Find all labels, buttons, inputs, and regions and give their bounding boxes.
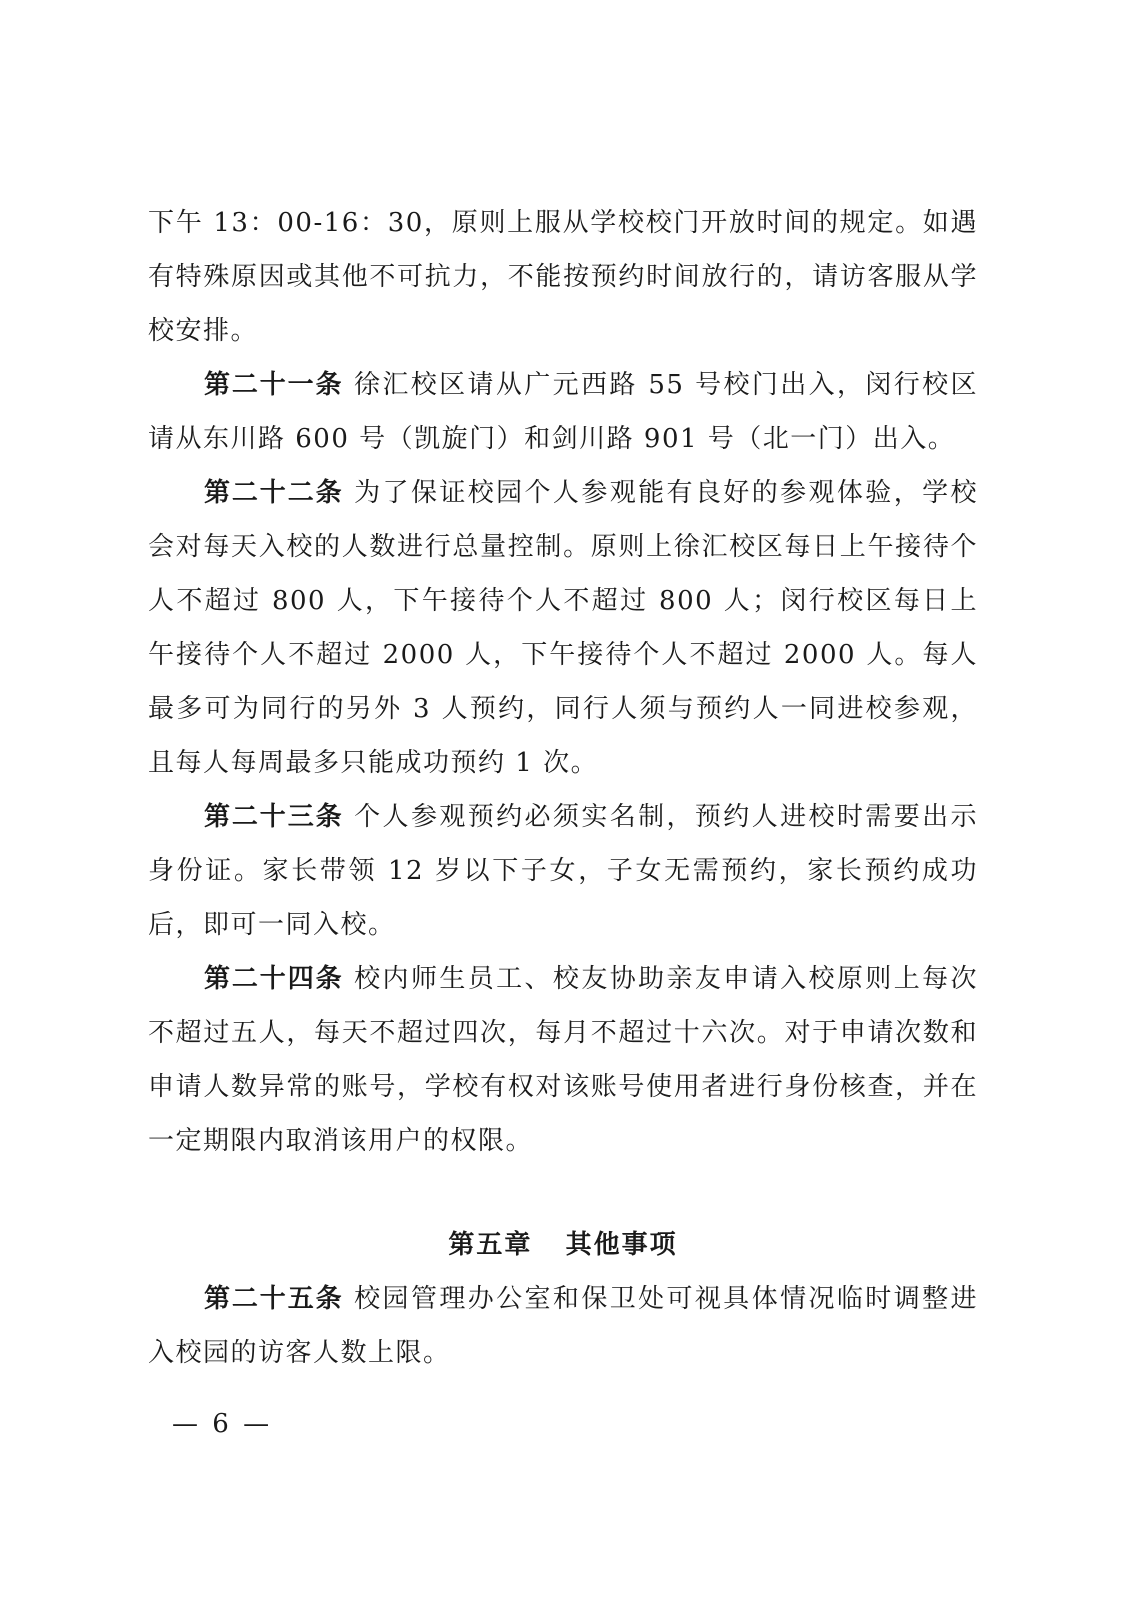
article-22 — [148, 466, 978, 790]
article-text: 个人参观预约必须实名制，预约人进校时需要出示身份证。家长带领 12 岁以下子女，子女无需预约，家长预约成功后，即可一同入校。 — [148, 802, 978, 940]
article-24 — [148, 952, 978, 1168]
article-label: 第二十五条 — [204, 1284, 344, 1314]
article-label: 第二十四条 — [204, 964, 344, 994]
page-content — [148, 196, 978, 1380]
article-text: 校内师生员工、校友协助亲友申请入校原则上每次不超过五人，每天不超过四次，每月不超过十六次。对于申请次数和申请人数异常的账号，学校有权对该账号使用者进行身份核查，并在一定期限内取消该用户的权限。 — [148, 964, 978, 1156]
article-label: 第二十二条 — [204, 478, 344, 508]
article-label: 第二十一条 — [204, 370, 344, 400]
page-number: — 6 — — [172, 1409, 273, 1439]
article-text: 校园管理办公室和保卫处可视具体情况临时调整进入校园的访客人数上限。 — [148, 1284, 978, 1368]
article-text: 徐汇校区请从广元西路 55 号校门出入，闵行校区请从东川路 600 号（凯旋门）和剑川路 901 号（北一门）出入。 — [148, 370, 978, 454]
continuation-paragraph: 下午 13：00-16：30，原则上服从学校校门开放时间的规定。如遇有特殊原因或其他不可抗力，不能按预约时间放行的，请访客服从学校安排。 — [148, 208, 978, 346]
chapter-title: 第五章 其他事项 — [448, 1230, 678, 1260]
article-25 — [148, 1272, 978, 1380]
article-21 — [148, 358, 978, 466]
article-23 — [148, 790, 978, 952]
article-text: 为了保证校园个人参观能有良好的参观体验，学校会对每天入校的人数进行总量控制。原则上徐汇校区每日上午接待个人不超过 800 人，下午接待个人不超过 800 人；闵行校区每日上午接待个人不超过 2000 人，下午接待个人不超过 2000 人。每人最多可为同行的另外 3 人预约，同行人须与预约人一同进校参观，且每人每周最多只能成功预约 1 次。 — [148, 478, 978, 778]
article-label: 第二十三条 — [204, 802, 344, 832]
